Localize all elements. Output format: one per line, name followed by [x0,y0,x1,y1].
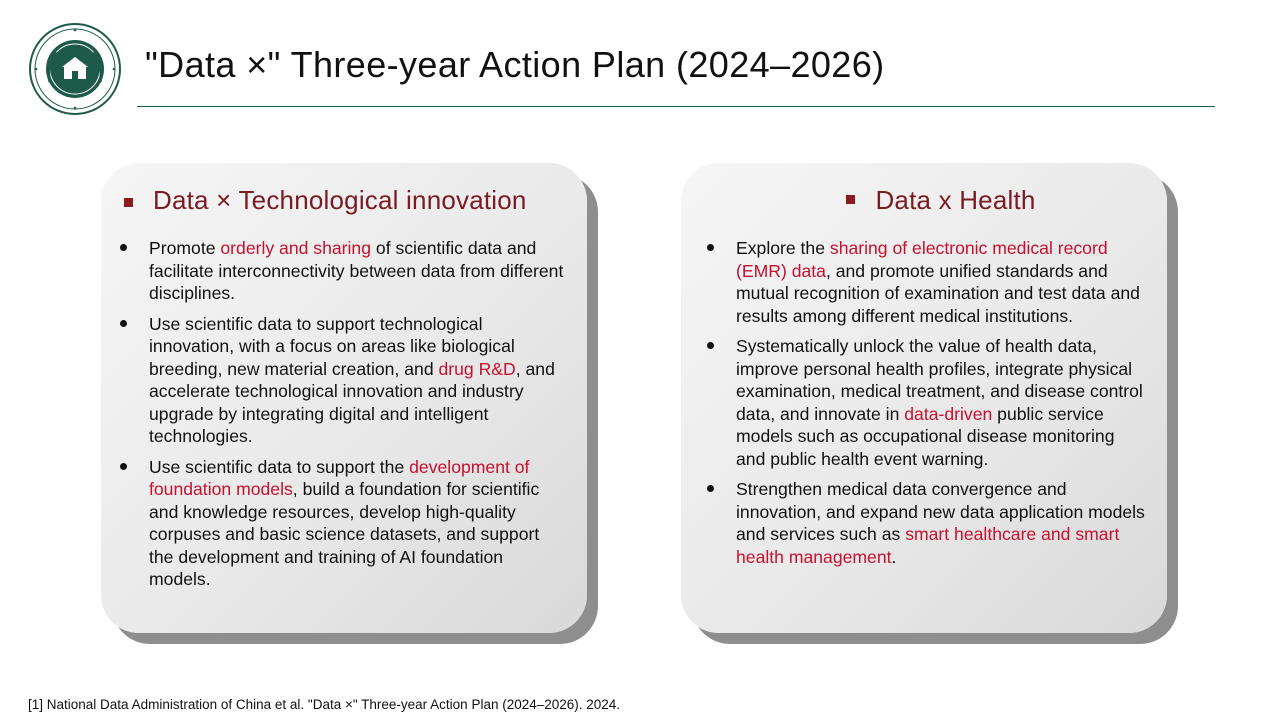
text-segment: , build a foundation for scientific and knowledge resources, develop high-quality corpuses and basic science datasets, and support the development and training of AI foundation models. [149,479,540,589]
highlight-text: development of foundation models [149,456,530,499]
card-heading-text: Data x Health [875,185,1036,215]
text-segment: , and promote unified standards and mutual recognition of examination and test data and results among different medical institutions. [736,260,1140,326]
bullet-list [736,237,1147,576]
list-item [736,237,1147,327]
university-seal-icon [28,22,122,116]
list-item [736,335,1147,470]
footnote-citation: [1] National Data Administration of China et al. "Data ×" Three-year Action Plan (2024–2026). 2024. [28,697,621,712]
card-health [681,163,1167,633]
text-segment: , and accelerate technological innovation and industry upgrade by integrating digital and intelligent technologies. [149,358,555,446]
text-segment: . [891,546,897,567]
list-item [149,237,567,305]
text-segment: Promote [149,238,221,258]
card-heading [101,185,587,216]
highlight-text: data-driven [904,403,993,424]
text-segment: Explore the [736,238,830,258]
text-segment: Use scientific data to support technological innovation, with a focus on areas like biological breeding, new material creation, and [149,313,515,379]
list-item [149,313,567,448]
text-segment: Strengthen medical data convergence and innovation, and expand new data application models and services such as [736,479,1145,544]
text-segment: Systematically unlock the value of health data, improve personal health profiles, integrate physical examination, medical treatment, and disease control data, and innovate in [736,336,1143,424]
text-segment: Use scientific data to support the [149,456,410,477]
title-divider [137,106,1215,107]
text-segment: of scientific data and facilitate interconnectivity between data from different disciplines. [149,238,564,303]
square-bullet-icon [846,195,855,204]
highlight-text: smart healthcare and smart health management [736,524,1120,567]
bullet-list [149,237,567,599]
list-item [736,478,1147,568]
text-segment: public service models such as occupational disease monitoring and public health event warning. [736,403,1115,469]
card-technological-innovation [101,163,587,633]
card-heading-text: Data × Technological innovation [153,185,527,215]
square-bullet-icon [124,198,133,207]
page-title: "Data ×" Three-year Action Plan (2024–2026) [145,44,885,85]
highlight-text: orderly and sharing [220,238,372,258]
highlight-text: drug R&D [438,358,516,379]
list-item [149,456,567,591]
card-heading [681,185,1167,216]
highlight-text: sharing of electronic medical record (EMR) data [736,238,1108,281]
